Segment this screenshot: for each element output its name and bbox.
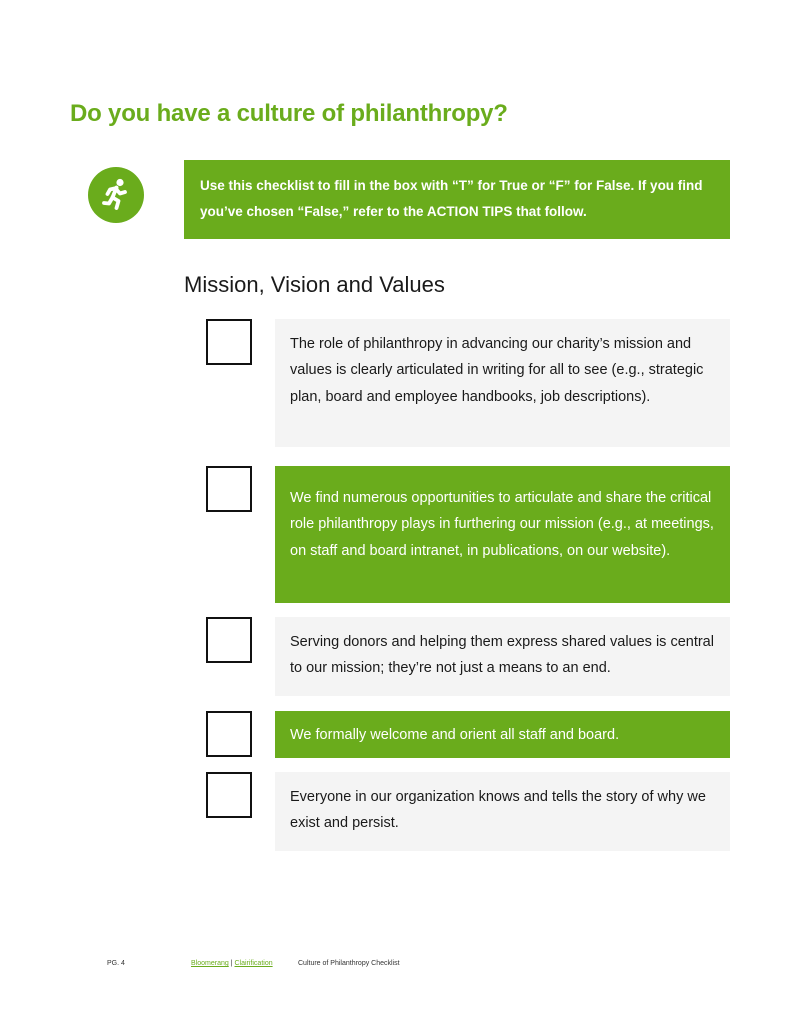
footer-separator: | (230, 960, 233, 967)
checklist-item-2: We find numerous opportunities to articulate and share the critical role philanthropy plays in furthering our mission (e.g., at meetings, on staff and board intranet, in publications, on our website). (275, 466, 730, 603)
checklist-item-3: Serving donors and helping them express shared values is central to our mission; they’re not just a means to an end. (275, 617, 730, 696)
bloomerang-link[interactable]: Bloomerang (191, 960, 229, 967)
footer-links (191, 960, 273, 967)
running-person-icon (88, 167, 144, 223)
checklist-item-5: Everyone in our organization knows and tells the story of why we exist and persist. (275, 772, 730, 851)
checklist-item-1: The role of philanthropy in advancing our charity’s mission and values is clearly articulated in writing for all to see (e.g., strategic plan, board and employee handbooks, job descriptions). (275, 319, 730, 447)
answer-checkbox-5[interactable] (206, 772, 252, 818)
page-number: PG. 4 (107, 960, 125, 967)
answer-checkbox-2[interactable] (206, 466, 252, 512)
instructions-box: Use this checklist to fill in the box with “T” for True or “F” for False. If you find you’ve chosen “False,” refer to the ACTION TIPS that follow. (184, 160, 730, 239)
section-heading: Mission, Vision and Values (184, 272, 445, 297)
checklist-item-4: We formally welcome and orient all staff and board. (275, 711, 730, 758)
answer-checkbox-3[interactable] (206, 617, 252, 663)
footer-document-title: Culture of Philanthropy Checklist (298, 960, 400, 967)
answer-checkbox-1[interactable] (206, 319, 252, 365)
page-title: Do you have a culture of philanthropy? (70, 100, 508, 127)
answer-checkbox-4[interactable] (206, 711, 252, 757)
clairification-link[interactable]: Clairification (234, 960, 273, 967)
